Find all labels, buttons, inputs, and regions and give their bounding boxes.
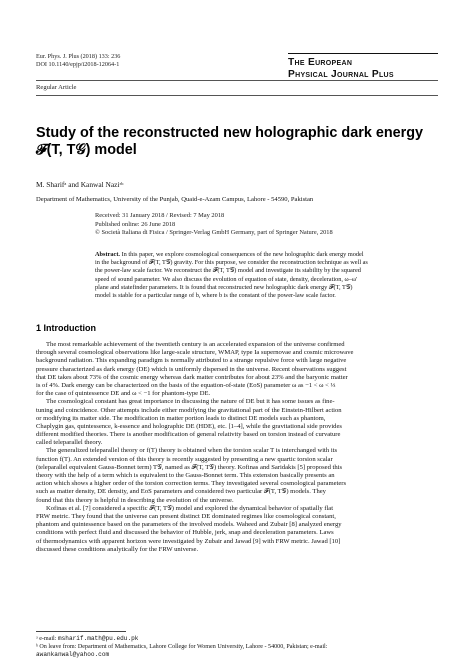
- body-line: conditions with perfect fluid and discussed the behavior of Hubble, jerk, snap and deceleration parameters. Laws: [36, 529, 334, 537]
- body-line: found that this theory is helpful in describing the evolution of the universe.: [36, 496, 234, 504]
- published-date: Published online: 26 June 2018: [95, 220, 176, 228]
- body-line: for the case of quintessence DE and ω < −1 for phantom-type DE.: [36, 390, 211, 398]
- footnote-a: [36, 635, 440, 644]
- body-line: phantom and quintessence based on the parameters of the involved models. Waheed and Zubair [8] analyzed energy: [36, 521, 342, 529]
- section-heading: 1 Introduction: [36, 323, 96, 333]
- body-line: The generalized teleparallel theory or f(T) theory is obtained when the torsion scalar T is interchanged with its: [46, 447, 338, 455]
- footnote-divider: [36, 631, 126, 632]
- journal-brand: [288, 53, 438, 80]
- copyright: © Società Italiana di Fisica / Springer-Verlag GmbH Germany, part of Springer Nature, 2018: [95, 229, 333, 237]
- body-line: action which shows a higher order of the torsion correction terms. They investigated several cosmological parameters: [36, 480, 347, 488]
- affiliation: Department of Mathematics, University of the Punjab, Quaid-e-Azam Campus, Lahore - 54590, Pakistan: [36, 196, 314, 203]
- body-line: Kofinas et al. [7] considered a specific 𝓕(T, T𝒢) model and explored the dynamical behavior of spatially flat: [46, 504, 334, 512]
- body-line: The cosmological constant has great importance in discussing the nature of DE but it has some issues as fine-: [46, 398, 335, 406]
- paper-title-line1: Study of the reconstructed new holographic dark energy: [36, 125, 424, 141]
- body-line: discussed these conditions analytically for the FRW universe.: [36, 545, 199, 553]
- body-line: background radiation. This expanding paradigm is normally attributed to a strange repulsive force with large negative: [36, 357, 347, 365]
- paper-title: [36, 125, 436, 158]
- journal-reference: [36, 53, 120, 69]
- journal-name-line1: The European: [288, 57, 353, 68]
- abstract-label: Abstract.: [95, 251, 121, 258]
- body-line: through several cosmological observations like large-scale structure, WMAP, type Ia supernovae and cosmic microwave: [36, 349, 354, 357]
- body-line: tuning and coincidence. Other attempts include either modifying the gravitational part of the Einstein-Hilbert action: [36, 406, 342, 414]
- body-line: function f(T). An extended version of this theory is recently suggested by presenting a new quartic torsion scalar: [36, 455, 333, 463]
- body-line: theory with the help of a term which is equivalent to the Gauss-Bonnet term. This extension basically presents an: [36, 472, 335, 479]
- abstract-line: in the background of 𝓕(T, T𝒢) gravity. For this purpose, we consider the reconstruction technique as well as: [95, 259, 368, 267]
- abstract-line: model is stable for a particular range of b, where b is the constant of the power-law scale factor.: [95, 292, 336, 300]
- publication-dates: [95, 212, 333, 238]
- body-line: Chaplygin gas, quintessence, k-essence and holographic DE (HDE), etc. [1–4], while the gravitational side provides: [36, 422, 342, 430]
- abstract-line: [95, 251, 409, 259]
- journal-name-line2: Physical Journal Plus: [288, 68, 394, 80]
- body-line: FRW metric. They found that the universe can present distinct DE dominated regimes like cosmological constant,: [36, 512, 336, 520]
- journal-citation: Eur. Phys. J. Plus (2018) 133: 236: [36, 53, 121, 60]
- body-line: called teleparallel theory.: [36, 439, 103, 447]
- abstract-line: speed of sound parameter. We also discuss the evolution of equation of state, density, deceleration, ω–ω′: [95, 275, 358, 283]
- article-type: Regular Article: [36, 84, 77, 91]
- footnote-a-label: ᵃ e-mail:: [36, 636, 58, 642]
- body-line: such as matter density, DE density, and EoS parameters and considered two particular 𝓕(T, T𝒢) models. They: [36, 488, 326, 496]
- email-link[interactable]: msharif.math@pu.edu.pk: [57, 635, 139, 642]
- body-text: [36, 341, 438, 554]
- body-line: or modifying its matter side. The modification in matter portion leads to distinct DE models such as phantom,: [36, 414, 326, 422]
- received-date: Received: 31 January 2018 / Revised: 7 May 2018: [95, 212, 225, 219]
- authors: M. Sharifᵃ and Kanwal Naziʳᵇ: [36, 180, 124, 189]
- abstract-text: In this paper, we explore cosmological consequences of the new holographic dark energy model: [120, 251, 364, 258]
- body-line: is of 4%. Dark energy can be characterized on the basis of the equation-of-state (EoS) parameter ω as −1 < ω < ⅓: [36, 381, 336, 389]
- doi: DOI 10.1140/epjp/i2018-12064-1: [36, 61, 120, 69]
- email-link[interactable]: awankanwal@yahoo.com: [36, 651, 110, 659]
- body-line: pressure characterized as dark energy (DE) which is uniformly dispersed in the universe. Recent observations suggest: [36, 365, 347, 373]
- footnote-b: ᵇ On leave from: Department of Mathematics, Lahore College for Women University, Lahore - 54000, Pakistan; e-mail:: [36, 643, 328, 650]
- body-line: The most remarkable achievement of the twentieth century is an accelerated expansion of the universe confirmed: [46, 341, 345, 348]
- abstract-line: plane and statefinder parameters. It is found that reconstructed new holographic dark energy 𝓕(T, T𝒢): [95, 283, 353, 291]
- body-line: of thermodynamics with apparent horizon were investigated by Zubair and Jawad [9] with FRW metric. Jawad [10]: [36, 537, 341, 545]
- abstract-line: the power-law scale factor. We reconstruct the 𝓕(T, T𝒢) model and investigate its stability by the squared: [95, 267, 361, 275]
- header-divider: [36, 95, 438, 96]
- body-line: different modified theories. There is another modification of general relativity based on torsion instead of curvature: [36, 431, 341, 439]
- footnotes: [36, 635, 440, 659]
- top-divider: [36, 80, 438, 81]
- body-line: (teleparallel equivalent Gauss-Bonnet term) T𝒢, named as 𝓕(T, T𝒢) theory. Kofinas and Saridakis [5] proposed this: [36, 463, 343, 471]
- body-line: that DE takes about 73% of the cosmic energy whereas dark matter contributes for about 23% and the baryonic matter: [36, 373, 348, 381]
- abstract: [95, 251, 409, 300]
- paper-title-line2: 𝓕(T, T𝒢) model: [36, 141, 137, 158]
